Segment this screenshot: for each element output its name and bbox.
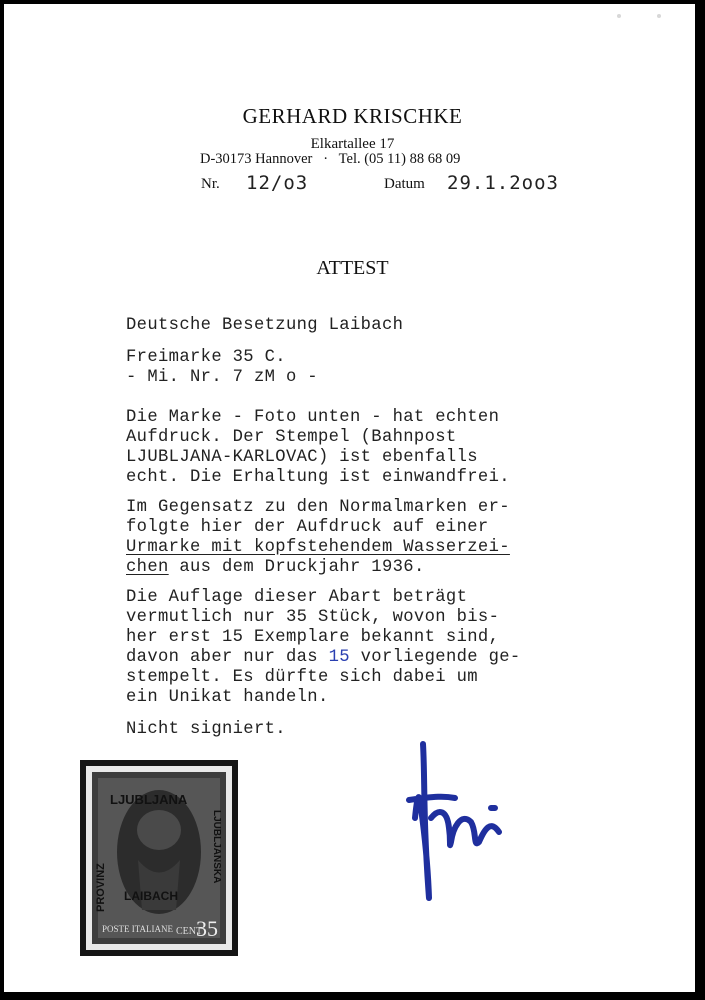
letterhead-street: Elkartallee 17 (310, 136, 395, 152)
nr-value: 12/o3 (246, 172, 309, 194)
body-paragraph-3 (126, 588, 521, 708)
body-line-occupation: Deutsche Besetzung Laibach (126, 316, 404, 335)
scan-speck (657, 14, 661, 18)
overprint-side-left: PROVINZ (95, 863, 107, 912)
stamp-value: 35 (196, 916, 218, 941)
body-paragraph-2-text: Im Gegensatz zu den Normalmarken er- folgte hier der Aufdruck auf einer (126, 498, 510, 537)
stamp-photo (80, 760, 238, 956)
nr-label: Nr. (201, 176, 220, 192)
overprint-side-right: LJUBLJANSKA (211, 810, 222, 884)
overprint-bottom: LAIBACH (124, 889, 178, 903)
body-paragraph-2-end: aus dem Druckjahr 1936. (168, 558, 425, 577)
stamp-country: POSTE ITALIANE (102, 924, 174, 934)
document-title: ATTEST (316, 257, 389, 279)
body-paragraph-3-end: vorliegende ge- stempelt. Es dürfte sich dabei um ein Unikat handeln. (126, 648, 521, 707)
signature-image (395, 738, 515, 908)
handwritten-correction: 15 (328, 648, 350, 667)
letterhead-name: GERHARD KRISCHKE (242, 104, 463, 128)
scan-speck (617, 14, 621, 18)
body-line-stamp: Freimarke 35 C. (126, 348, 286, 367)
datum-value: 29.1.2oo3 (447, 172, 559, 194)
overprint-top: LJUBLJANA (110, 792, 188, 807)
body-line-catalog: - Mi. Nr. 7 zM o - (126, 368, 318, 387)
letterhead-city-phone: D-30173 Hannover · Tel. (05 11) 88 68 09 (200, 151, 461, 167)
body-underlined-1: Urmarke mit kopfstehendem Wasserzei- (126, 538, 510, 557)
body-underlined-2: chen (126, 558, 169, 577)
body-paragraph-2 (126, 498, 510, 578)
datum-label: Datum (384, 176, 425, 192)
body-paragraph-3-text: Die Auflage dieser Abart beträgt vermutlich nur 35 Stück, wovon bis- her erst 15 Exemplare bekannt sind, davon aber nur das (126, 588, 500, 667)
stamp-cent: CENT (176, 926, 203, 937)
body-paragraph-1: Die Marke - Foto unten - hat echten Aufdruck. Der Stempel (Bahnpost LJUBLJANA-KARLOVAC) ist ebenfalls echt. Die Erhaltung ist einwandfrei. (126, 408, 510, 487)
body-not-signed: Nicht signiert. (126, 720, 286, 739)
